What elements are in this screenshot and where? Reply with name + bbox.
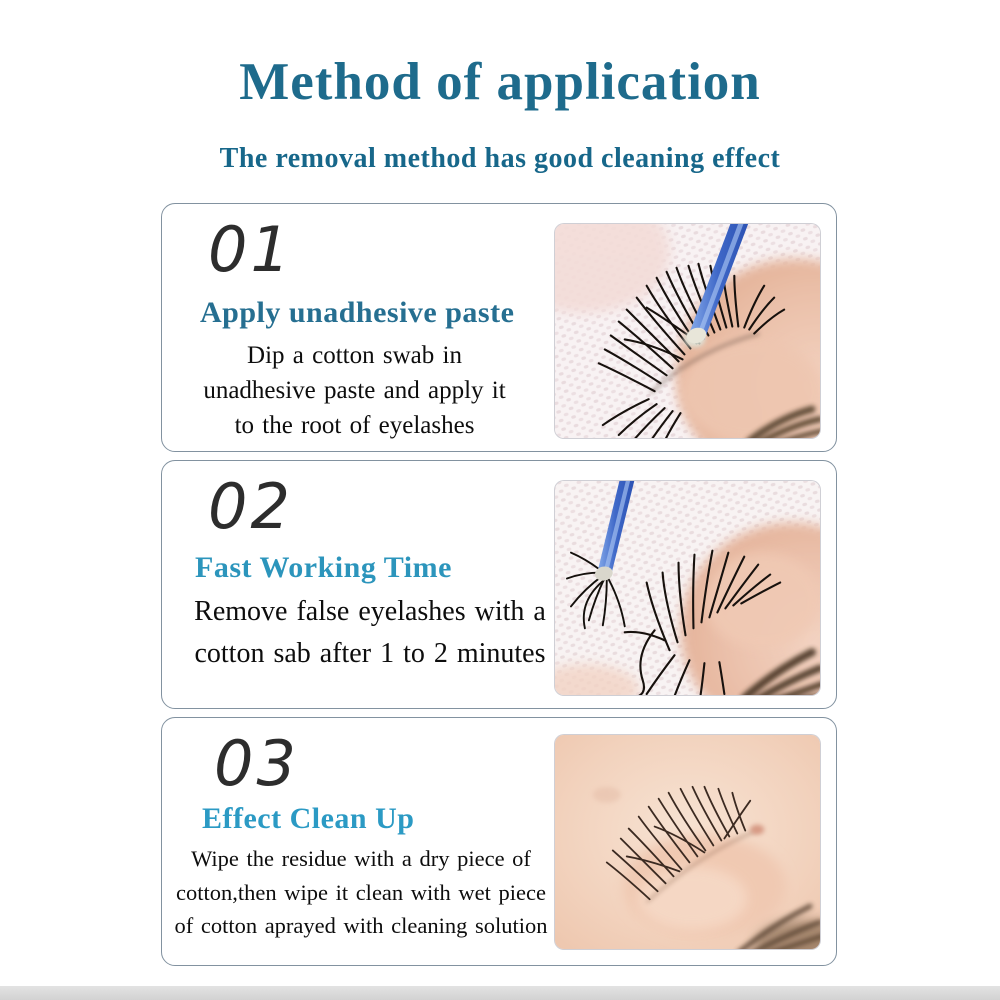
step-heading: Effect Clean Up	[202, 802, 415, 835]
eyelash-removal-illustration	[555, 481, 820, 695]
step-description-line: unadhesive paste and apply it	[203, 377, 506, 404]
step-photo-remove-lashes	[554, 480, 821, 696]
step-description-line: cotton sab after 1 to 2 minutes	[194, 638, 546, 669]
step-number: 02	[208, 470, 293, 543]
clean-eyelashes-illustration	[555, 735, 820, 949]
step-description-line: Remove false eyelashes with a	[194, 596, 546, 627]
step-description	[162, 338, 547, 443]
step-card-3	[161, 717, 837, 966]
step-heading: Fast Working Time	[195, 551, 452, 584]
bottom-divider	[0, 986, 1000, 1000]
step-description-line: cotton,then wipe it clean with wet piece	[175, 879, 546, 905]
page-subtitle: The removal method has good cleaning effect	[219, 143, 781, 174]
step-description-line: of cotton aprayed with cleaning solution	[174, 913, 548, 938]
step-description	[162, 842, 560, 943]
step-photo-apply-paste	[554, 223, 821, 439]
step-number: 03	[214, 727, 299, 800]
step-description	[170, 591, 570, 675]
step-description-line: Dip a cotton swab in	[247, 342, 462, 369]
step-card-1	[161, 203, 837, 452]
eyelash-application-illustration	[555, 224, 820, 438]
step-description-line: to the root of eyelashes	[234, 412, 475, 439]
page-title: Method of application	[239, 53, 761, 111]
step-number: 01	[208, 213, 293, 286]
step-card-2	[161, 460, 837, 709]
step-heading: Apply unadhesive paste	[200, 296, 515, 329]
step-photo-clean-lashes	[554, 734, 821, 950]
step-description-line: Wipe the residue with a dry piece of	[191, 846, 531, 871]
